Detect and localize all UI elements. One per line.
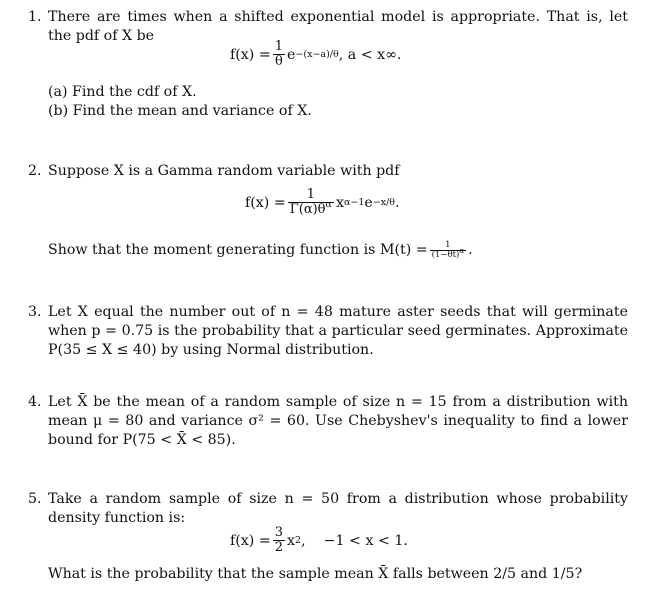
- equation-lhs: f(x) =: [245, 194, 286, 211]
- problem-number: 2.: [28, 163, 42, 179]
- problem-text: Suppose X is a Gamma random variable with pdf: [48, 163, 400, 179]
- problem-5: [28, 490, 628, 528]
- equation-condition: , −1 < x < 1.: [301, 532, 408, 549]
- power-base-x: x: [335, 194, 344, 211]
- fraction: [273, 526, 285, 555]
- mgf-statement: Show that the moment generating function is M(t) = $\frac{1}{(1-\theta t)^\alpha}$ .: [48, 240, 473, 260]
- mgf-fraction: $\frac{1}{(1-\theta t)^\alpha}$: [431, 240, 465, 260]
- equation-shifted-exponential: f(x) = $\frac{1}{\theta}$ e −(x−a)/θ , a < x∞.: [230, 39, 402, 69]
- question-text: What is the probability that the sample mean X̄ falls between 2/5 and 1/5?: [48, 566, 583, 582]
- problem-number: 1.: [28, 9, 42, 25]
- equation-condition: , a < x∞.: [338, 46, 402, 63]
- fraction: [273, 40, 285, 69]
- equation-gamma-pdf: f(x) = $\frac{1}{\Gamma(\alpha)\theta^\alpha}$ x α−1 e −x/θ .: [245, 187, 400, 217]
- problem-2: [28, 162, 628, 181]
- fraction-numerator: 1: [306, 187, 315, 202]
- problem-text: Let X equal the number out of n = 48 mature aster seeds that will germinate when p = 0.75 is the probability that a particular seed germinates. Approximate P(35 ≤ X ≤ 40) by using Normal distribution.: [48, 304, 628, 358]
- problem-3: [28, 303, 628, 360]
- problem-4: [28, 393, 628, 450]
- exp-base: e: [364, 194, 373, 211]
- fraction-denominator: θ: [274, 54, 283, 69]
- problem-2-mgf: [48, 241, 628, 260]
- fraction: [288, 188, 334, 217]
- problem-5-question: [48, 565, 628, 584]
- problem-number: 3.: [28, 304, 42, 320]
- problem-number: 5.: [28, 491, 42, 507]
- power-base-x: x: [287, 532, 296, 549]
- problem-number: 4.: [28, 394, 42, 410]
- part-b: (b) Find the mean and variance of X.: [48, 103, 312, 119]
- fraction-numerator: 1: [274, 39, 284, 54]
- fraction-denominator: $\Gamma(\alpha)\theta^\alpha$: [289, 199, 332, 217]
- equation-density: f(x) = $\frac{3}{2}$ x 2 , −1 < x < 1.: [230, 525, 408, 555]
- part-a: (a) Find the cdf of X.: [48, 84, 197, 100]
- problem-text: Take a random sample of size n = 50 from a distribution whose probability density function is:: [48, 491, 628, 526]
- problem-1-parts: [48, 83, 312, 121]
- problem-text: There are times when a shifted exponential model is appropriate. That is, let the pdf of X be: [48, 9, 628, 44]
- equation-lhs: f(x) =: [230, 46, 271, 63]
- fraction-denominator: 2: [274, 540, 284, 555]
- exp-base: e: [287, 46, 296, 63]
- equation-lhs: f(x) =: [230, 532, 271, 549]
- fraction-numerator: 3: [274, 525, 284, 540]
- problem-text: Let X̄ be the mean of a random sample of size n = 15 from a distribution with mean μ = 80 and variance σ² = 60. Use Chebyshev's inequality to find a lower bound for P(75 < X̄ < 85).: [48, 394, 628, 448]
